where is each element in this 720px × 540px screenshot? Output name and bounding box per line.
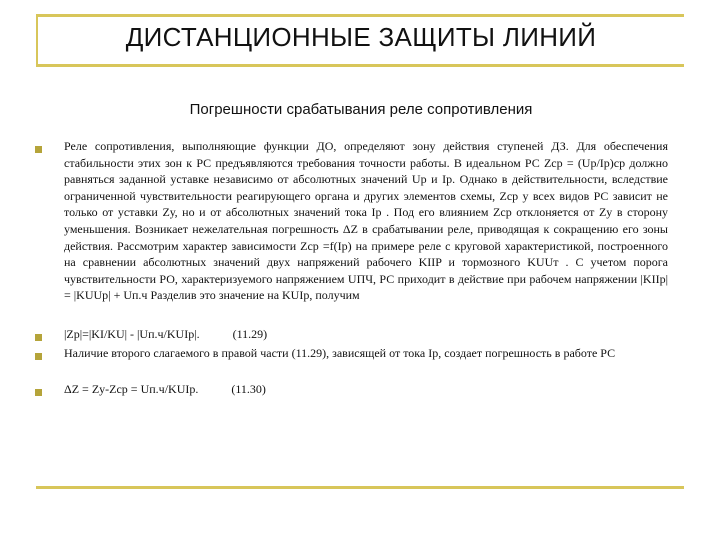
bullet-text-1: Реле сопротивления, выполняющие функции ДО, определяют зону действия ступеней ДЗ. Для обеспечения стабильности этих зон к РС предъявляются требования точности работы. В идеальном РС Zср = (Uр/Iр)ср должно равняться заданной уставке независимо от абсолютных значений Uр и Iр. Однако в действительности, вследствие ограниченной чувствительности реагирующего органа и других элементов схемы, Zср у всех видов РС зависит не только от уставки Zу, но и от абсолютных значений тока Iр . Под его влиянием Zср отклоняется от Zу в сторону уменьшения. Возникает нежелательная погрешность ΔZ в срабатывании реле, приводящая к сокращению его зоны действия. Рассмотрим характер зависимости Zср =f(Iр) на примере реле с круговой характеристикой, построенного на сравнении абсолютных значений двух напряжений рабочего KIIP и тормозного KUUт . С учетом порога чувствительности РО, характеризуемого напряжением UПЧ, РС приходит в действие при рабочем напряжении |KIIp| = |KUUр| + Uп.ч Разделив это значение на KUIр, получим: [64, 139, 668, 303]
bullet-text-2: [64, 326, 668, 343]
bullet-text-4: [64, 381, 668, 398]
bullet-text-3: Наличие второго слагаемого в правой части (11.29), зависящей от тока Iр, создает погрешность в работе РС: [64, 346, 616, 360]
bullet-marker-3: [35, 353, 42, 360]
bullet-marker-1: [35, 146, 42, 153]
bullet-marker-4: [35, 389, 42, 396]
bullet-marker-2: [35, 334, 42, 341]
equation-11-30: ΔZ = Zу-Zср = Uп.ч/KUIр.: [64, 382, 199, 396]
slide-subtitle: Погрешности срабатывания реле сопротивления: [189, 101, 533, 118]
title-divider: [36, 64, 684, 67]
bottom-divider: [36, 486, 684, 489]
equation-number-11-30: (11.30): [231, 382, 266, 396]
slide-title: ДИСТАНЦИОННЫЕ ЗАЩИТЫ ЛИНИЙ: [125, 22, 597, 52]
equation-number-11-29: (11.29): [232, 327, 268, 341]
top-divider: [36, 14, 684, 17]
equation-11-29: |Zр|=|KI/KU| - |Uп.ч/KUIр|.: [64, 327, 200, 341]
